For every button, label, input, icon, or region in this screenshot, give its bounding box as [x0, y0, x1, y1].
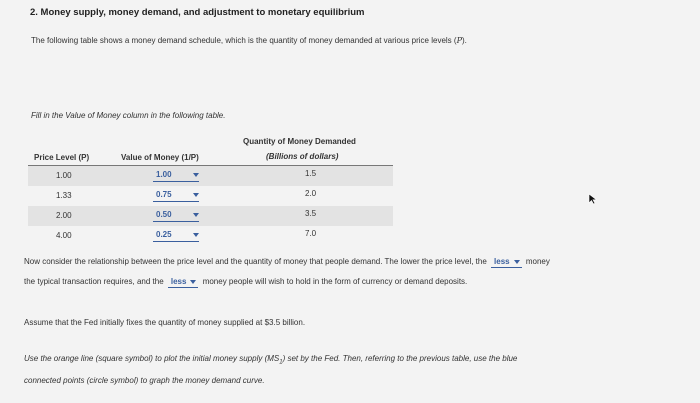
- price-cell: 4.00: [56, 231, 72, 240]
- value-dropdown[interactable]: [153, 169, 199, 182]
- quantity-cell: 3.5: [305, 209, 317, 218]
- chevron-down-icon: [193, 233, 199, 237]
- money-held-dropdown-text: less: [170, 277, 187, 286]
- table-row: [28, 226, 393, 246]
- relationship-paragraph-line2: [24, 277, 467, 288]
- mouse-cursor-icon: [588, 193, 598, 205]
- price-level-dropdown-text: less: [494, 257, 510, 266]
- para1-text-d: money people will wish to hold in the form of currency or demand deposits.: [202, 277, 468, 286]
- para1-text-b: money: [525, 257, 550, 266]
- chevron-down-icon: [193, 173, 199, 177]
- value-dropdown[interactable]: [153, 229, 199, 242]
- graph-instruction-line2: connected points (circle symbol) to graph the money demand curve.: [24, 376, 265, 385]
- value-dropdown[interactable]: [153, 189, 199, 202]
- header-price-level: Price Level (P): [34, 153, 90, 162]
- graph-instr-b: ) set by the Fed. Then, referring to the previous table, use the blue: [282, 354, 518, 363]
- question-title: 2. Money supply, money demand, and adjustment to monetary equilibrium: [30, 7, 365, 18]
- intro-symbol: P: [456, 36, 462, 45]
- para1-text-a: Now consider the relationship between the price level and the quantity of money that people demand. The lower the price level, the: [24, 257, 487, 266]
- chevron-down-icon: [514, 260, 520, 264]
- table-row: [28, 166, 393, 186]
- value-dropdown[interactable]: [153, 209, 199, 222]
- quantity-cell: 2.0: [305, 189, 317, 198]
- intro-before: The following table shows a money demand schedule, which is the quantity of money demanded at various price levels (: [31, 36, 457, 45]
- price-level-dropdown[interactable]: [491, 257, 522, 268]
- graph-instr-a: Use the orange line (square symbol) to plot the initial money supply (: [24, 354, 268, 363]
- value-dropdown-text: 0.50: [156, 210, 172, 219]
- price-cell: 1.00: [56, 171, 72, 180]
- header-quantity: Quantity of Money Demanded: [243, 137, 356, 146]
- table-instruction: Fill in the Value of Money column in the following table.: [31, 111, 226, 120]
- money-held-dropdown[interactable]: [168, 277, 199, 288]
- chevron-down-icon: [193, 193, 199, 197]
- para1-text-c: the typical transaction requires, and the: [24, 277, 164, 286]
- relationship-paragraph-line1: [24, 257, 694, 268]
- ms-subscript: 1: [279, 359, 283, 366]
- price-cell: 2.00: [56, 211, 72, 220]
- chevron-down-icon: [190, 280, 196, 284]
- intro-after: ).: [461, 36, 467, 45]
- value-dropdown-text: 1.00: [156, 170, 172, 179]
- header-quantity-units: (Billions of dollars): [266, 152, 339, 161]
- quantity-cell: 1.5: [305, 169, 317, 178]
- table-row: [28, 186, 393, 206]
- table-row: [28, 206, 393, 226]
- chevron-down-icon: [193, 213, 199, 217]
- intro-text: [31, 36, 467, 45]
- ms-symbol: MS: [267, 354, 280, 363]
- money-demand-table: [28, 134, 393, 244]
- fed-assumption-text: Assume that the Fed initially fixes the quantity of money supplied at $3.5 billion.: [24, 318, 306, 327]
- header-value-of-money: Value of Money (1/P): [121, 153, 199, 162]
- quantity-cell: 7.0: [305, 229, 317, 238]
- value-dropdown-text: 0.25: [156, 230, 172, 239]
- graph-instruction-line1: [24, 354, 517, 366]
- price-cell: 1.33: [56, 191, 72, 200]
- value-dropdown-text: 0.75: [156, 190, 172, 199]
